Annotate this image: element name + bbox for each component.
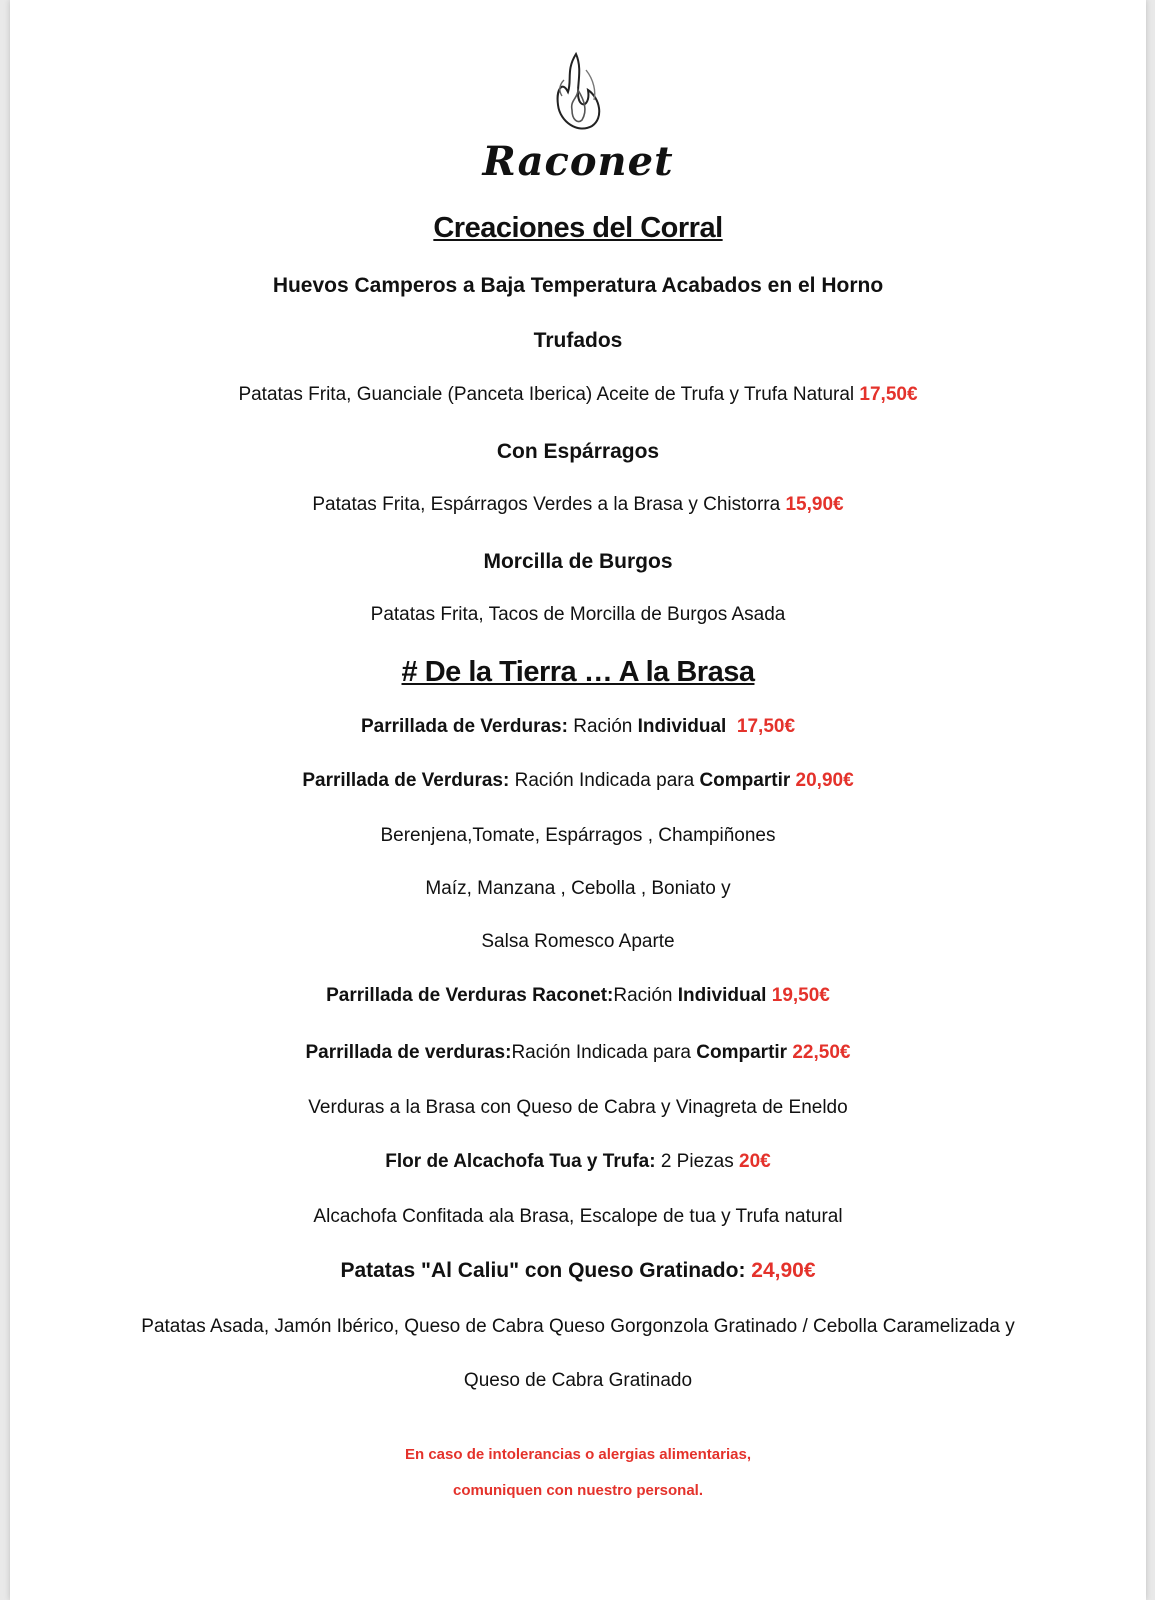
item-desc-morcilla: Patatas Frita, Tacos de Morcilla de Burgos Asada (370, 604, 786, 625)
item-desc-esparragos (10, 494, 1146, 516)
item-emph: Individual (677, 985, 767, 1006)
item-name: Parrillada de verduras: (305, 1042, 512, 1063)
item-text: 2 Piezas (655, 1151, 739, 1172)
item-name: Flor de Alcachofa Tua y Trufa: (385, 1151, 656, 1172)
item-emph: Individual (637, 716, 727, 737)
item-parrillada-2 (10, 770, 1146, 792)
veg-line-2: Maíz, Manzana , Cebolla , Boniato y (425, 878, 731, 899)
item-desc-patatas-1: Patatas Asada, Jamón Ibérico, Queso de Cabra Queso Gorgonzola Gratinado / Cebolla Caramelizada y (141, 1316, 1015, 1337)
item-desc-trufados (10, 384, 1146, 406)
price: 17,50€ (859, 384, 918, 405)
veg-line-1: Berenjena,Tomate, Espárragos , Champiñones (380, 825, 776, 846)
section-heading-corral: Creaciones del Corral (433, 212, 723, 244)
price: 24,90€ (751, 1259, 816, 1282)
item-name: Patatas "Al Caliu" con Queso Gratinado: (340, 1259, 746, 1282)
menu-page (10, 0, 1146, 1600)
item-emph: Compartir (696, 1042, 788, 1063)
item-desc-text: Patatas Frita, Espárragos Verdes a la Brasa y Chistorra (312, 494, 781, 515)
item-parrillada-1 (10, 716, 1146, 738)
section-subtitle: Huevos Camperos a Baja Temperatura Acabados en el Horno (272, 274, 884, 297)
price: 15,90€ (785, 494, 844, 515)
item-title-morcilla: Morcilla de Burgos (483, 550, 673, 573)
item-name: Parrillada de Verduras Raconet: (326, 985, 614, 1006)
item-desc-alcachofa: Alcachofa Confitada ala Brasa, Escalope de tua y Trufa natural (313, 1206, 843, 1227)
price: 20€ (739, 1151, 771, 1172)
item-name: Parrillada de Verduras: (302, 770, 510, 791)
item-title-trufados: Trufados (533, 329, 623, 352)
item-text: Ración Indicada para (511, 1042, 697, 1063)
item-parrillada-raconet (10, 985, 1146, 1007)
price: 22,50€ (792, 1042, 851, 1063)
allergy-note-1: En caso de intolerancias o alergias alimentarias, (405, 1446, 751, 1463)
flame-icon (548, 50, 608, 140)
item-name: Parrillada de Verduras: (360, 716, 568, 737)
logo (10, 50, 1146, 185)
allergy-note-2: comuniquen con nuestro personal. (452, 1482, 704, 1499)
item-desc-text: Patatas Frita, Guanciale (Panceta Iberica) Aceite de Trufa y Trufa Natural (238, 384, 855, 405)
logo-wordmark: Raconet (482, 138, 674, 185)
item-text: Ración (613, 985, 678, 1006)
item-patatas (10, 1259, 1146, 1283)
item-parrillada-compartir (10, 1042, 1146, 1064)
price: 19,50€ (771, 985, 830, 1006)
item-alcachofa (10, 1151, 1146, 1173)
item-text: Ración (567, 716, 638, 737)
item-desc-raconet: Verduras a la Brasa con Queso de Cabra y Vinagreta de Eneldo (308, 1097, 848, 1118)
item-text: Ración Indicada para (509, 770, 700, 791)
price: 17,50€ (736, 716, 796, 737)
item-title-esparragos: Con Espárragos (496, 440, 660, 463)
item-desc-patatas-2: Queso de Cabra Gratinado (463, 1370, 693, 1391)
price: 20,90€ (795, 770, 854, 791)
section-heading-tierra: # De la Tierra … A la Brasa (401, 656, 755, 688)
item-emph: Compartir (699, 770, 791, 791)
veg-line-3: Salsa Romesco Aparte (481, 931, 675, 952)
